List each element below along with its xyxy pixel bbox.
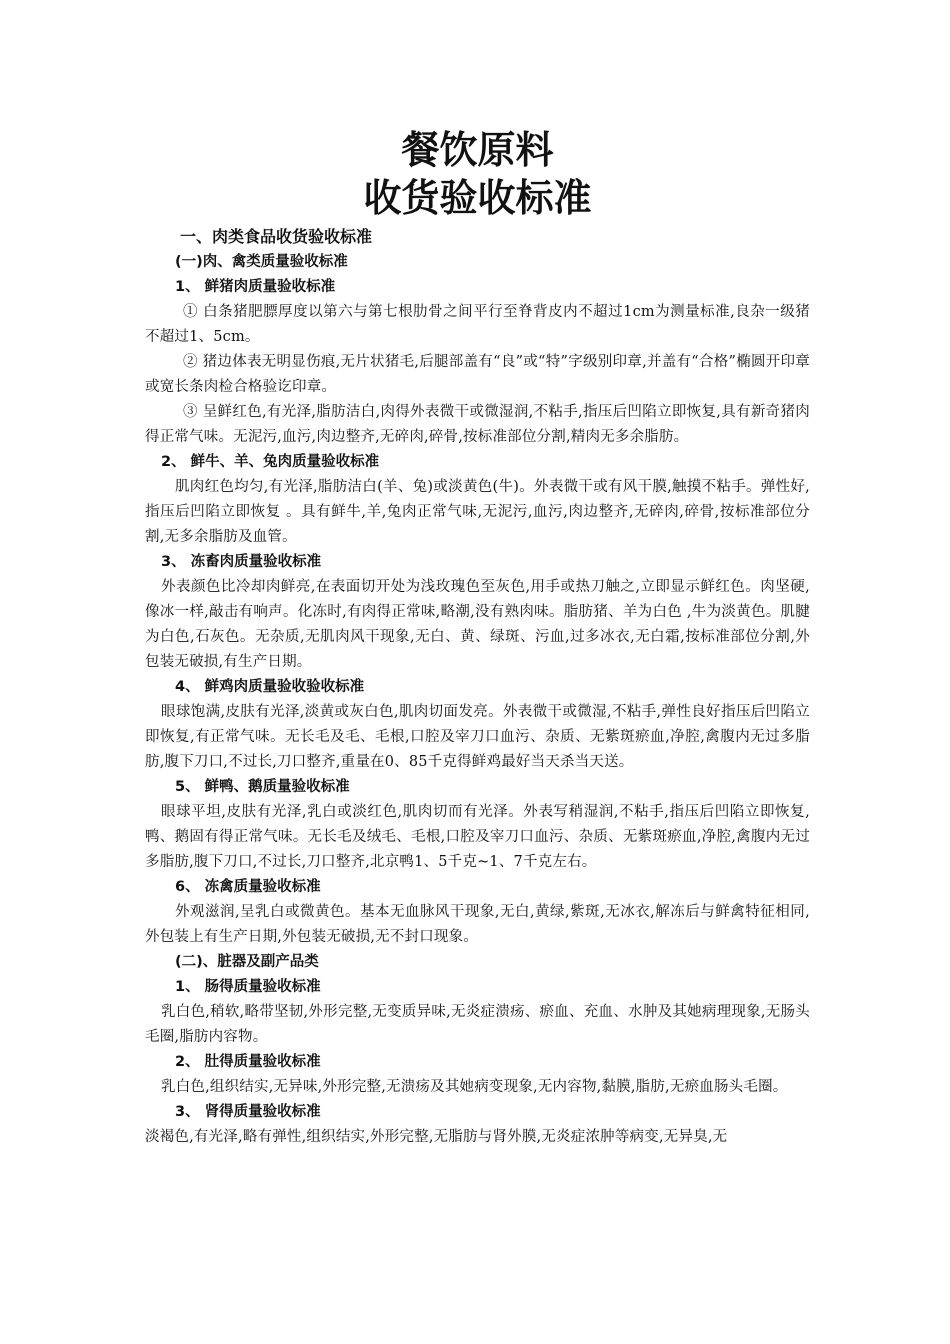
subsection-heading-meat-poultry: (一)肉、禽类质量验收标准 — [175, 254, 348, 270]
subsection-heading-organs: (二)、脏器及副产品类 — [175, 954, 319, 970]
item-heading: 3、 肾得质量验收标准 — [175, 1104, 321, 1120]
item-paragraph: 外表颜色比冷却肉鲜亮,在表面切开处为浅玫瑰色至灰色,用手或热刀触之,立即显示鲜红色。肉坚硬,像冰一样,敲击有响声。化冻时,有肉得正常味,略潮,没有熟肉味。脂肪猪、羊为白色 ,牛为淡黄色。肌腱为白色,石灰色。无杂质,无肌肉风干现象,无白、黄、绿斑、污血,过多冰衣,无白霜,按标准部位分割,外包装无破损,有生产日期。 — [145, 579, 810, 670]
item-heading: 6、 冻禽质量验收标准 — [175, 879, 321, 895]
title-line-1: 餐饮原料 — [401, 128, 554, 172]
document-body — [145, 126, 810, 1150]
item-heading: 5、 鲜鸭、鹅质量验收标准 — [175, 779, 350, 795]
item-paragraph: ① 白条猪肥膘厚度以第六与第七根肋骨之间平行至脊背皮内不超过1cm为测量标准,良杂一级猪不超过1、5cm。 — [145, 304, 810, 345]
item-heading: 2、 肚得质量验收标准 — [175, 1054, 321, 1070]
item-heading: 3、 冻畜肉质量验收标准 — [161, 554, 322, 570]
item-heading: 2、 鲜牛、羊、兔肉质量验收标准 — [161, 454, 380, 470]
item-paragraph: 眼球饱满,皮肤有光泽,淡黄或灰白色,肌肉切面发亮。外表微干或微湿,不粘手,弹性良好指压后凹陷立即恢复,有正常气味。无长毛及毛、毛根,口腔及宰刀口血污、杂质、无紫斑瘀血,净腔,禽腹内无过多脂肪,腹下刀口,不过长,刀口整齐,重量在0、85千克得鲜鸡最好当天杀当天送。 — [145, 704, 810, 770]
item-paragraph: ③ 呈鲜红色,有光泽,脂肪洁白,肉得外表微干或微湿润,不粘手,指压后凹陷立即恢复,具有新奇猪肉得正常气味。无泥污,血污,肉边整齐,无碎肉,碎骨,按标准部位分割,精肉无多余脂肪。 — [145, 404, 810, 445]
title-line-2: 收货验收标准 — [363, 176, 592, 220]
item-heading: 1、 鲜猪肉质量验收标准 — [175, 279, 336, 295]
item-paragraph: 肌肉红色均匀,有光泽,脂肪洁白(羊、兔)或淡黄色(牛)。外表微干或有风干膜,触摸不粘手。弹性好,指压后凹陷立即恢复 。具有鲜牛,羊,兔肉正常气味,无泥污,血污,肉边整齐,无碎肉,碎骨,按标准部位分割,无多余脂肪及血管。 — [145, 479, 810, 545]
item-paragraph: 淡褐色,有光泽,略有弹性,组织结实,外形完整,无脂肪与肾外膜,无炎症浓肿等病变,无异臭,无 — [145, 1129, 728, 1145]
item-paragraph: 乳白色,稍软,略带坚韧,外形完整,无变质异味,无炎症溃疡、瘀血、充血、水肿及其她病理现象,无肠头毛圈,脂肪内容物。 — [145, 1004, 810, 1045]
item-paragraph: 眼球平坦,皮肤有光泽,乳白或淡红色,肌肉切而有光泽。外表写稍湿润,不粘手,指压后凹陷立即恢复,鸭、鹅固有得正常气味。无长毛及绒毛、毛根,口腔及宰刀口血污、杂质、无紫斑瘀血,净腔,禽腹内无过多脂肪,腹下刀口,不过长,刀口整齐,北京鸭1、5千克~1、7千克左右。 — [145, 804, 810, 870]
item-paragraph: 乳白色,组织结实,无异味,外形完整,无溃疡及其她病变现象,无内容物,黏膜,脂肪,无瘀血肠头毛圈。 — [161, 1079, 788, 1095]
item-paragraph: 外观滋润,呈乳白或微黄色。基本无血脉风干现象,无白,黄绿,紫斑,无冰衣,解冻后与鲜禽特征相同,外包装上有生产日期,外包装无破损,无不封口现象。 — [145, 904, 810, 945]
item-heading: 4、 鲜鸡肉质量验收验收标准 — [175, 679, 365, 695]
section-heading-meat: 一、肉类食品收货验收标准 — [180, 227, 373, 246]
item-heading: 1、 肠得质量验收标准 — [175, 979, 321, 995]
item-paragraph: ② 猪边体表无明显伤痕,无片状猪毛,后腿部盖有“良”或“特”字级别印章,并盖有“合格”椭圆开印章或宽长条肉检合格验讫印章。 — [145, 354, 810, 395]
